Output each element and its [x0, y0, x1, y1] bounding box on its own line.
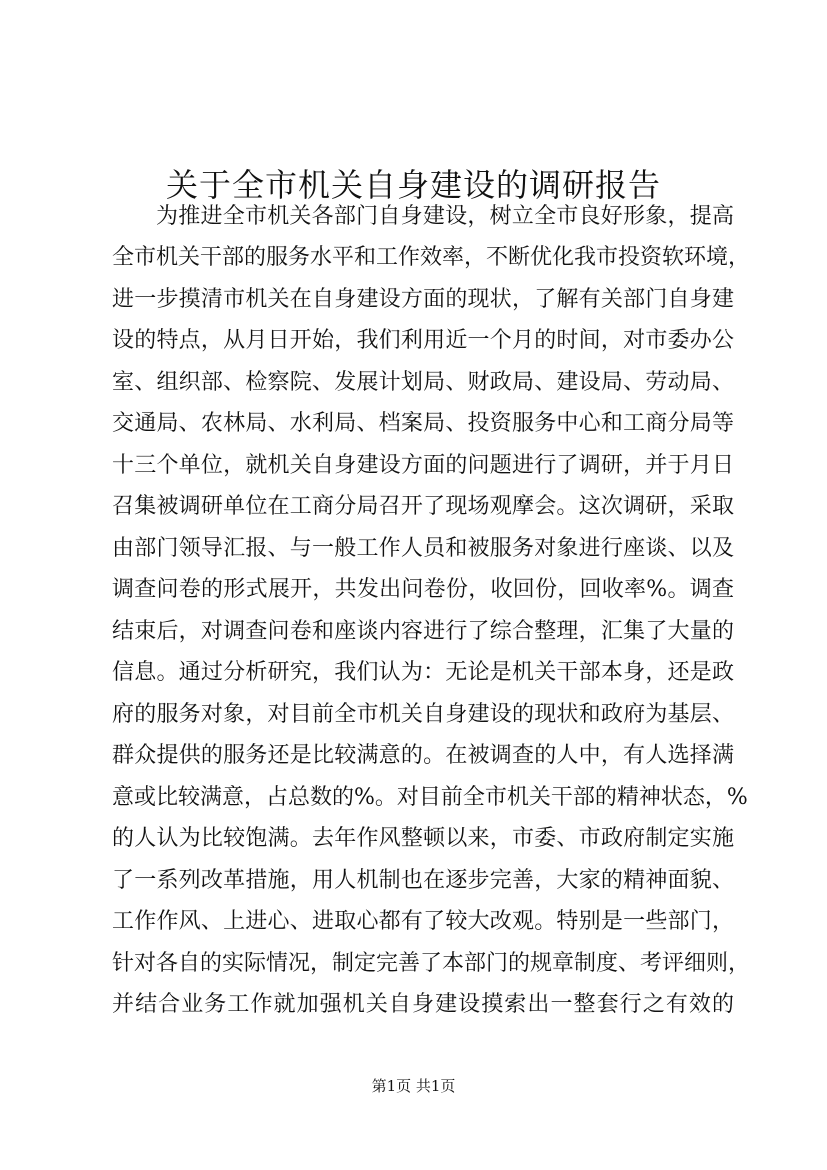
- paragraph-line: 的人认为比较饱满。去年作风整顿以来，市委、市政府制定实施: [112, 826, 734, 851]
- paragraph-line: 工作作风、上进心、进取心都有了较大改观。特别是一些部门，: [112, 909, 734, 934]
- paragraph-line: 全市机关干部的服务水平和工作效率，不断优化我市投资软环境，: [112, 245, 751, 270]
- paragraph-line: 为推进全市机关各部门自身建设，树立全市良好形象，提高: [156, 204, 734, 229]
- paragraph-line: 府的服务对象，对目前全市机关自身建设的现状和政府为基层、: [112, 702, 734, 727]
- paragraph-line: 由部门领导汇报、与一般工作人员和被服务对象进行座谈、以及: [112, 536, 734, 561]
- paragraph-line: 并结合业务工作就加强机关自身建设摸索出一整套行之有效的: [112, 992, 734, 1017]
- paragraph-line: 了一系列改革措施，用人机制也在逐步完善，大家的精神面貌、: [112, 868, 734, 893]
- paragraph-line: 群众提供的服务还是比较满意的。在被调查的人中，有人选择满: [112, 743, 734, 768]
- page-title: 关于全市机关自身建设的调研报告: [165, 166, 661, 205]
- paragraph-line: 信息。通过分析研究，我们认为：无论是机关干部本身，还是政: [112, 660, 734, 685]
- paragraph-line: 十三个单位，就机关自身建设方面的问题进行了调研，并于月日: [112, 453, 734, 478]
- paragraph-line: 交通局、农林局、水利局、档案局、投资服务中心和工商分局等: [112, 411, 734, 436]
- paragraph-line: 针对各自的实际情况，制定完善了本部门的规章制度、考评细则，: [112, 951, 751, 976]
- paragraph-line: 召集被调研单位在工商分局召开了现场观摩会。这次调研，采取: [112, 494, 734, 519]
- page-number: 第1页 共1页: [371, 1077, 456, 1095]
- paragraph-line: 意或比较满意，占总数的%。对目前全市机关干部的精神状态，%: [112, 785, 748, 810]
- paragraph-line: 设的特点，从月日开始，我们利用近一个月的时间，对市委办公: [112, 328, 734, 353]
- paragraph-line: 结束后，对调查问卷和座谈内容进行了综合整理，汇集了大量的: [112, 619, 734, 644]
- paragraph-line: 调查问卷的形式展开，共发出问卷份，收回份，回收率%。调查: [112, 577, 734, 602]
- paragraph-line: 进一步摸清市机关在自身建设方面的现状，了解有关部门自身建: [112, 287, 734, 312]
- paragraph-line: 室、组织部、检察院、发展计划局、财政局、建设局、劳动局、: [112, 370, 734, 395]
